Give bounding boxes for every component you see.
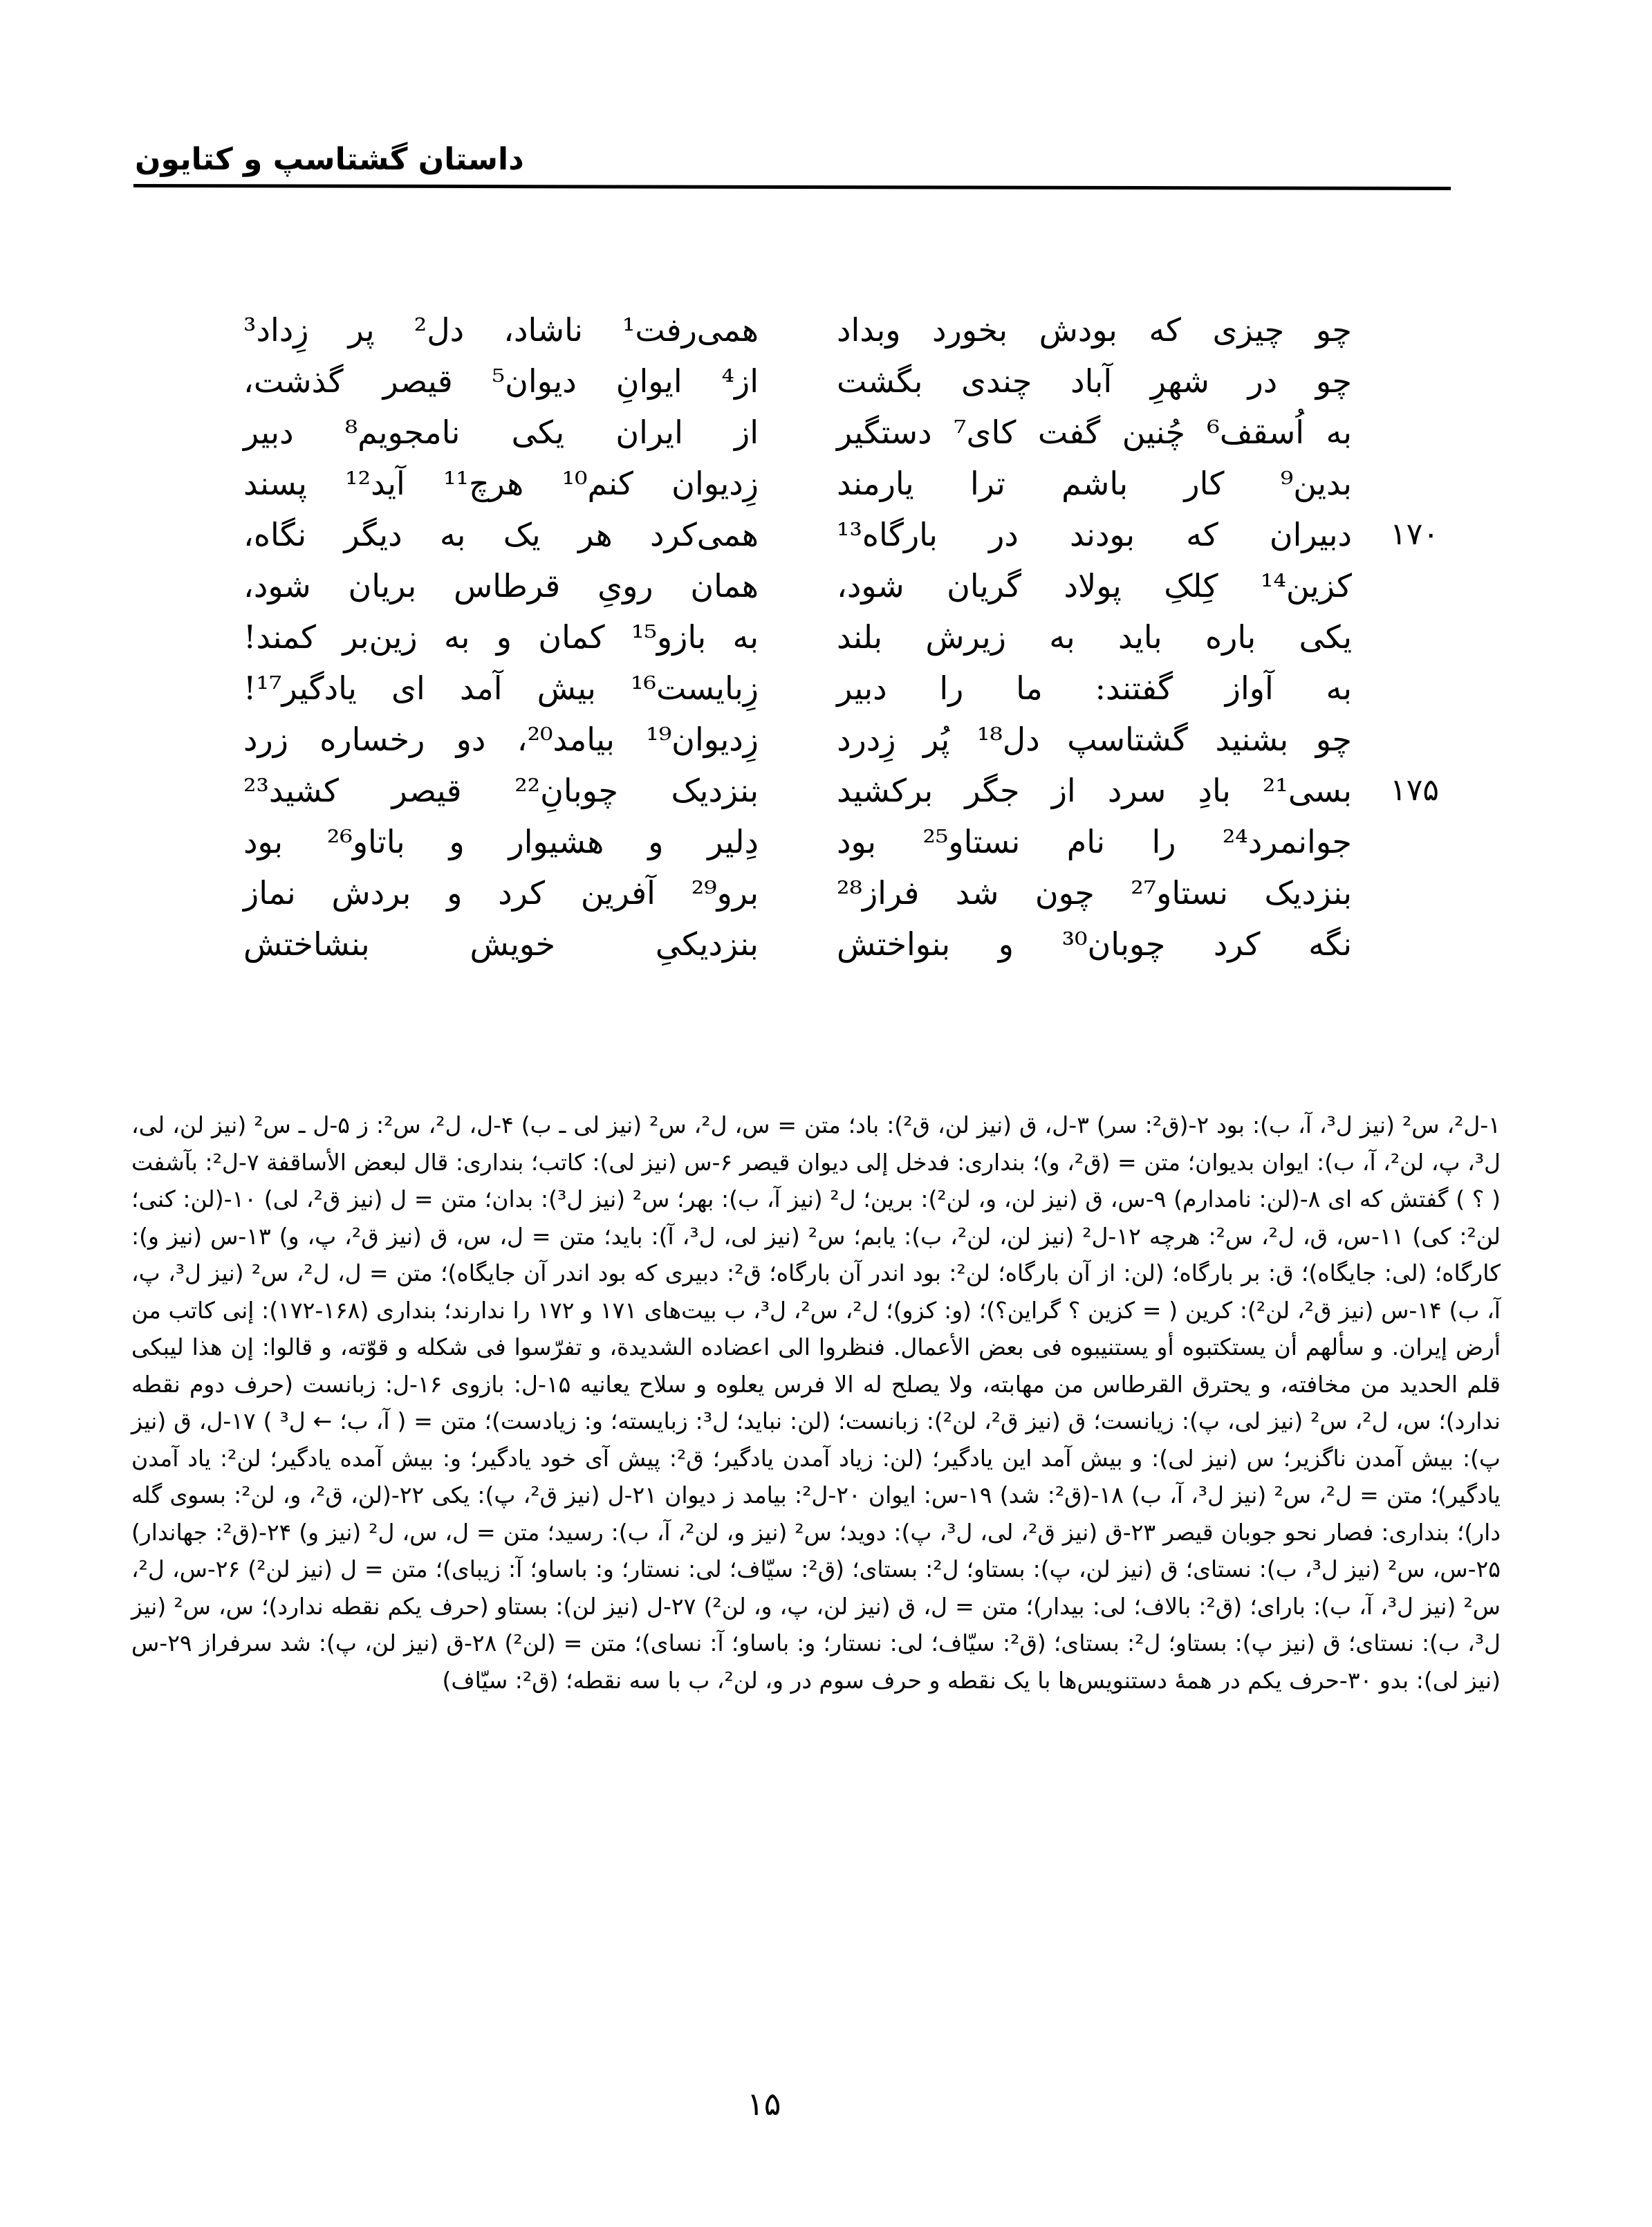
word: گذشت، bbox=[243, 362, 344, 400]
word: بیامد²⁰، bbox=[517, 721, 615, 758]
word: خویش bbox=[470, 925, 556, 963]
word: چوبانِ²² bbox=[514, 772, 618, 809]
word: بودند bbox=[1070, 516, 1135, 553]
hemistich-second bbox=[243, 407, 759, 458]
word: برکشید bbox=[837, 772, 934, 809]
hemistich-second bbox=[243, 355, 759, 407]
word: بنواختش bbox=[837, 925, 951, 963]
word: بشنید bbox=[1215, 721, 1289, 758]
hemistich-second bbox=[243, 560, 759, 611]
hemistich-first bbox=[837, 611, 1352, 663]
word: نگاه، bbox=[243, 516, 307, 553]
word: ایوانِ bbox=[615, 362, 683, 400]
word: نگه bbox=[1308, 925, 1352, 963]
word: دیگر bbox=[344, 516, 402, 553]
word: و bbox=[998, 925, 1014, 963]
word: چو bbox=[1315, 721, 1352, 758]
word: زِبایست¹⁶ bbox=[631, 669, 759, 707]
hemistich-first bbox=[837, 304, 1352, 355]
hemistich-first bbox=[837, 714, 1352, 765]
word: شود، bbox=[243, 567, 311, 604]
word: کمند! bbox=[243, 618, 317, 656]
word: دبیر bbox=[837, 669, 887, 707]
word: یکی bbox=[511, 414, 565, 451]
word: بنشاختش bbox=[243, 925, 370, 963]
word: نامجویم⁸ bbox=[344, 414, 461, 451]
word: بنزدیک bbox=[671, 772, 759, 809]
word: یک bbox=[503, 516, 541, 553]
word: بادِ bbox=[1198, 772, 1231, 809]
word: رخساره bbox=[319, 721, 425, 758]
word: نماز bbox=[243, 874, 296, 912]
word: بریان bbox=[348, 567, 417, 604]
hemistich-first bbox=[837, 765, 1352, 816]
word: از⁴ bbox=[721, 362, 759, 400]
word: آواز bbox=[1225, 669, 1274, 707]
hemistich-second bbox=[243, 304, 759, 355]
word: بسی²¹ bbox=[1262, 772, 1352, 809]
word: زِدیوان bbox=[671, 465, 759, 502]
word: همان bbox=[690, 567, 759, 604]
word: کمان bbox=[538, 618, 605, 656]
word: دل² bbox=[414, 311, 465, 349]
word: باید bbox=[1117, 618, 1162, 656]
word: از bbox=[1051, 772, 1076, 809]
word: دستگیر bbox=[837, 414, 932, 451]
verse-number: ۱۷۵ bbox=[1390, 773, 1439, 808]
word: ناشاد، bbox=[503, 311, 583, 349]
word: اُسقف⁶ bbox=[1207, 414, 1305, 451]
hemistich-first bbox=[837, 560, 1352, 611]
word: جوانمرد²⁴ bbox=[1222, 823, 1352, 860]
word: بلند bbox=[837, 618, 883, 656]
word: قرطاس bbox=[454, 567, 561, 604]
word: باره bbox=[1205, 618, 1256, 656]
word: و bbox=[648, 823, 664, 860]
word: کرد bbox=[498, 874, 546, 912]
word: قیصر bbox=[391, 772, 462, 809]
hemistich-first bbox=[837, 509, 1352, 560]
hemistich-first bbox=[837, 918, 1352, 970]
hemistich-second bbox=[243, 509, 759, 560]
word: بازو¹⁵ bbox=[631, 618, 707, 656]
verse-line bbox=[0, 714, 1652, 765]
word: شود، bbox=[837, 567, 904, 604]
word: چندی bbox=[961, 362, 1032, 400]
word: بودش bbox=[1039, 311, 1117, 349]
running-title: داستان گشتاسپ و کتایون bbox=[135, 142, 524, 177]
word: گفت bbox=[1037, 414, 1101, 451]
word: وبداد bbox=[837, 311, 901, 349]
word: آفرین bbox=[580, 874, 656, 912]
hemistich-first bbox=[837, 458, 1352, 509]
verse-line bbox=[0, 918, 1652, 970]
word: آباد bbox=[1070, 362, 1113, 400]
hemistich-second bbox=[243, 611, 759, 663]
word: کشید²³ bbox=[243, 772, 339, 809]
header-rule bbox=[133, 184, 1451, 190]
word: دل¹⁸ bbox=[976, 721, 1040, 758]
word: کرد bbox=[1213, 925, 1261, 963]
word: چو bbox=[1315, 362, 1352, 400]
word: باشم bbox=[1061, 465, 1129, 502]
word: کای⁷ bbox=[954, 414, 1017, 451]
word: زین‌بر bbox=[342, 618, 418, 656]
word: یکی bbox=[1299, 618, 1352, 656]
word: زِداد³ bbox=[243, 311, 309, 349]
word: یارمند bbox=[837, 465, 914, 502]
word: زیرش bbox=[925, 618, 1006, 656]
word: به bbox=[1049, 618, 1075, 656]
verse-line bbox=[0, 355, 1652, 407]
word: قیصر bbox=[382, 362, 453, 400]
word: بردش bbox=[331, 874, 411, 912]
word: دو bbox=[456, 721, 486, 758]
word: رویِ bbox=[597, 567, 653, 604]
word: پولاد bbox=[1064, 567, 1122, 604]
word: نستاو²⁷ bbox=[1131, 874, 1229, 912]
hemistich-second bbox=[243, 663, 759, 714]
word: کِلکِ bbox=[1164, 567, 1218, 604]
word: بگشت bbox=[837, 362, 923, 400]
word: دِلیر bbox=[707, 823, 759, 860]
word: هشیوار bbox=[508, 823, 604, 860]
word: ترا bbox=[969, 465, 1005, 502]
footnote-text: ۱-ل²، س² (نیز ل³، آ، ب): بود ۲-(ق²: سر) ۳-ل، ق (نیز لن، ق²): باد؛ متن = س، ل²، س² (نیز لی ـ ب) ۴-ل، ل²، س²: ز ۵-ل ـ س² (نیز لن، لی، ل³، پ، لن²، آ، ب): ایوان بدیوان؛ متن = (ق²، و)؛ بنداری: فدخل إلی دیوان قیصر ۶-س (نیز لی): کاتب؛ بنداری: قال لبعض الأساقفة ۷-ل²: بآشفت ( ؟ ) گفتش که ای ۸-(لن: نامدارم) ۹-س، ق (نیز لن، و، لن²): برین؛ ل² (نیز آ، ب): بهر؛ س² (نیز ل³): بدان؛ متن = ل (نیز ق²، لی) ۱۰-(لن: کنی؛ لن²: کی) ۱۱-س، ق، ل²، س²: هرچه ۱۲-ل² (نیز لن، لن²، ب): یابم؛ س² (نیز لی، ل³، آ): باید؛ متن = ل، س، ق (نیز ق²، پ، و) ۱۳-س (نیز و): کارگاه؛ (لی: جایگاه)؛ ق: بر بارگاه؛ (لن: از آن بارگاه؛ لن²: بود اندر آن بارگاه؛ ق²: دبیری که بود اندر آن جایگاه)؛ متن = ل، ل²، س² (نیز ل³، پ، آ، ب) ۱۴-س (نیز ق²، لن²): کرین ( = کزین ؟ گراین؟)؛ (و: کزو)؛ ل²، س²، ل³، ب بیت‌های ۱۷۱ و ۱۷۲ را ندارند؛ بنداری (۱۶۸-۱۷۲): إنی کاتب من أرض إیران. و سألهم أن یستکتبوه أو یستنیبوه فی بعض الأعمال. فنظروا الی اعضاده الشدیدة، و تفرّسوا فی شکله و قوّته، و قالوا: إن هذا لیبکی قلم الحدید من مخافته، و یحترق القرطاس من مهابته، ولا یصلح له الا فرس یعلوه و سلاح یعانیه ۱۵-ل: بازوی ۱۶-ل: زبانست (حرف دوم نقطه ندارد)؛ س، ل²، س² (نیز لی، پ): زیانست؛ ق (نیز ق²، لن²): زبانست؛ (لن: نباید؛ ل³: زبایسته؛ و: زیادست)؛ متن = ( آ، ب؛ ← ل³ ) ۱۷-ل، ق (نیز پ): بیش آمدن ناگزیر؛ س (نیز لی): و بیش آمد این یادگیر؛ (لن: زیاد آمدن یادگیر؛ ق²: پیش آی خود یادگیر؛ و: بیش آمده یادگیر؛ لن²: یاد آمدن یادگیر)؛ متن = ل²، س² (نیز ل³، آ، ب) ۱۸-(ق²: شد) ۱۹-س: ایوان ۲۰-ل²: بیامد ز دیوان ۲۱-ل (نیز ق²، پ): یکی ۲۲-(لن، ق²، و، لن²: بسوی گله دار)؛ بنداری: فصار نحو جوبان قیصر ۲۳-ق (نیز ق²، لی، ل³، پ): دوید؛ س² (نیز و، لن²، آ، ب): رسید؛ متن = ل، س، ل² (نیز و) ۲۴-(ق²: جهاندار) ۲۵-س، س² (نیز ل³، ب): نستای؛ ق (نیز لن، پ): بستاو؛ ل²: بستای؛ (ق²: سیّاف؛ لی: نستار؛ و: باساو؛ آ: زیبای)؛ متن = ل (نیز لن²) ۲۶-س، ل²، س² (نیز ل³، آ، ب): بارای؛ (ق²: بالاف؛ لی: بیدار)؛ متن = ل، ق (نیز لن، پ، و، لن²) ۲۷-ل (نیز لن): بستاو (حرف یکم نقطه ندارد)؛ س، س² (نیز ل³، ب): نستای؛ ق (نیز پ): بستاو؛ ل²: بستای؛ (ق²: سیّاف؛ لی: نستار؛ و: باساو؛ آ: نسای)؛ متن = (لن²) ۲۸-ق (نیز لن، پ): شد سرفراز ۲۹-س (نیز لی): بدو ۳۰-حرف یکم در همهٔ دستنویس‌ها با یک نقطه و حرف سوم در و، لن²، ب با سه نقطه؛ (ق²: سیّاف) bbox=[131, 1111, 1501, 1694]
word: هرچ¹¹ bbox=[443, 465, 524, 502]
word: زِدیوان¹⁹ bbox=[646, 721, 759, 758]
word: فراز²⁸ bbox=[837, 874, 920, 912]
word: به bbox=[732, 618, 759, 656]
word: در bbox=[1247, 362, 1278, 400]
word: ای bbox=[391, 669, 425, 707]
word: به bbox=[439, 516, 466, 553]
verse-line bbox=[0, 867, 1652, 918]
word: یادگیر¹⁷! bbox=[243, 669, 357, 707]
word: را bbox=[939, 669, 964, 707]
verse-line bbox=[0, 458, 1652, 509]
verse-number: ۱۷۰ bbox=[1390, 517, 1439, 552]
hemistich-second bbox=[243, 867, 759, 918]
word: دبیر bbox=[243, 414, 294, 451]
word: به bbox=[1326, 669, 1352, 707]
verse-line bbox=[0, 611, 1652, 663]
word: را bbox=[1151, 823, 1176, 860]
word: همی‌کرد bbox=[650, 516, 759, 553]
word: گفتند: bbox=[1095, 669, 1173, 707]
word: در bbox=[989, 516, 1019, 553]
hemistich-first bbox=[837, 867, 1352, 918]
hemistich-second bbox=[243, 765, 759, 816]
word: چوبان³⁰ bbox=[1061, 925, 1166, 963]
word: همی‌رفت¹ bbox=[622, 311, 759, 349]
word: پر bbox=[348, 311, 375, 349]
word: گشتاسپ bbox=[1067, 721, 1188, 758]
word: بخورد bbox=[932, 311, 1008, 349]
word: زِدرد bbox=[837, 721, 896, 758]
word: که bbox=[1149, 311, 1181, 349]
verse-line bbox=[0, 560, 1652, 611]
word: به bbox=[443, 618, 470, 656]
verse-line bbox=[0, 765, 1652, 816]
word: و bbox=[496, 618, 512, 656]
word: نام bbox=[1066, 823, 1106, 860]
word: و bbox=[447, 874, 463, 912]
hemistich-first bbox=[837, 816, 1352, 867]
verse-line bbox=[0, 509, 1652, 560]
verse-line bbox=[0, 304, 1652, 355]
word: چیزی bbox=[1212, 311, 1285, 349]
word: چُنین bbox=[1122, 414, 1185, 451]
word: شد bbox=[955, 874, 999, 912]
word: بارگاه¹³ bbox=[837, 516, 938, 553]
word: بیش bbox=[537, 669, 596, 707]
page-number: ۱۵ bbox=[747, 2085, 781, 2123]
hemistich-second bbox=[243, 816, 759, 867]
word: پُر bbox=[923, 721, 950, 758]
word: گریان bbox=[947, 567, 1022, 604]
word: و bbox=[449, 823, 465, 860]
hemistich-first bbox=[837, 355, 1352, 407]
word: کار bbox=[1184, 465, 1225, 502]
hemistich-second bbox=[243, 458, 759, 509]
footnotes bbox=[131, 1107, 1501, 1699]
word: نستاو²⁵ bbox=[922, 823, 1021, 860]
word: جگر bbox=[965, 772, 1020, 809]
word: ما bbox=[1016, 669, 1043, 707]
word: بنزدیکیِ bbox=[655, 925, 759, 963]
word: دبیران bbox=[1269, 516, 1352, 553]
word: زرد bbox=[243, 721, 288, 758]
word: بدین⁹ bbox=[1280, 465, 1352, 502]
word: سرد bbox=[1107, 772, 1167, 809]
word: باتاو²⁶ bbox=[326, 823, 405, 860]
word: بود bbox=[837, 823, 877, 860]
word: به bbox=[1326, 414, 1352, 451]
word: بنزدیک bbox=[1264, 874, 1352, 912]
word: دیوان⁵ bbox=[492, 362, 577, 400]
hemistich-first bbox=[837, 663, 1352, 714]
verse-line bbox=[0, 407, 1652, 458]
word: هر bbox=[578, 516, 613, 553]
word: آید¹² bbox=[345, 465, 405, 502]
word: از bbox=[734, 414, 759, 451]
word: پسند bbox=[243, 465, 307, 502]
word: آمد bbox=[459, 669, 503, 707]
word: برو²⁹ bbox=[691, 874, 759, 912]
word: که bbox=[1186, 516, 1218, 553]
word: چو bbox=[1315, 311, 1352, 349]
word: کنم¹⁰ bbox=[562, 465, 633, 502]
word: شهرِ bbox=[1150, 362, 1209, 400]
hemistich-second bbox=[243, 714, 759, 765]
verse-block bbox=[0, 304, 1652, 996]
word: ایران bbox=[615, 414, 683, 451]
verse-line bbox=[0, 816, 1652, 867]
word: بود bbox=[243, 823, 284, 860]
hemistich-second bbox=[243, 918, 759, 970]
hemistich-first bbox=[837, 407, 1352, 458]
word: چون bbox=[1034, 874, 1095, 912]
verse-line bbox=[0, 663, 1652, 714]
word: کزین¹⁴ bbox=[1261, 567, 1352, 604]
